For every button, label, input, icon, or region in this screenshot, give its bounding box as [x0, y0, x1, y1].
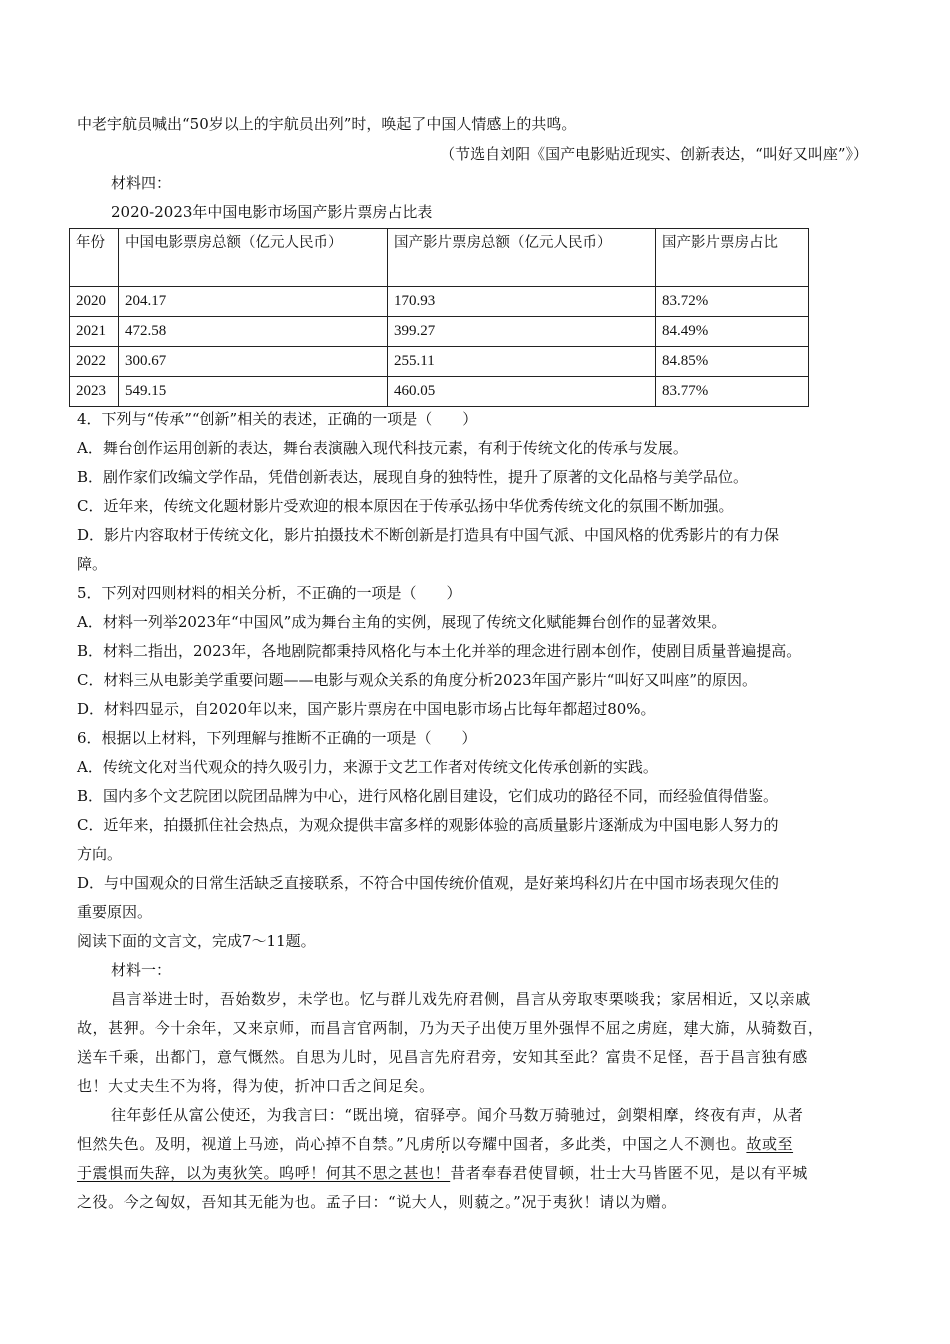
- question-6-option-b: B．国内多个文艺院团以院团品牌为中心，进行风格化剧目建设，它们成功的路径不同，而经验值得借鉴。: [77, 787, 779, 805]
- question-5-option-a: A．材料一列举2023年“中国风”成为舞台主角的实例，展现了传统文化赋能舞台创作的显著效果。: [77, 613, 727, 631]
- cell-domestic: 399.27: [388, 317, 656, 347]
- table-row: [70, 287, 809, 317]
- cell-share: 83.77%: [656, 377, 809, 407]
- passage-line: 之役。今之匈奴，吾知其无能为也。孟子曰：“说大人，则藐之。”况于夷狄！请以为赠。: [77, 1193, 677, 1211]
- passage-line: 故，甚狎。今十余年，又来京师，而昌言官两制，乃为天子出使万里外强悍不屈之虏庭，建大旆，从骑数百，: [77, 1019, 824, 1037]
- emphasis-dot-char: 以: [764, 990, 780, 1008]
- question-4-stem: 4．下列与“传承”“创新”相关的表述，正确的一项是（ ）: [77, 410, 478, 428]
- emphasis-dot-char: 建: [683, 1019, 700, 1037]
- emphasis-dot-char: 所: [435, 1135, 451, 1153]
- header-year: 年份: [70, 229, 119, 287]
- cell-year: 2022: [70, 347, 119, 377]
- table-title: 2020-2023年中国电影市场国产影片票房占比表: [111, 203, 433, 221]
- header-domestic-box-office: 国产影片票房总额（亿元人民币）: [388, 229, 656, 287]
- cell-total: 204.17: [119, 287, 388, 317]
- cell-share: 84.49%: [656, 317, 809, 347]
- material-one-label: 材料一：: [111, 961, 172, 979]
- cell-total: 472.58: [119, 317, 388, 347]
- table-header-row: [70, 229, 809, 287]
- question-5-option-c: C．材料三从电影美学重要问题——电影与观众关系的角度分析2023年国产影片“叫好又叫座”的原因。: [77, 671, 757, 689]
- passage-line: 也！大丈夫生不为将，得为使，折冲口舌之间足矣。: [77, 1077, 435, 1095]
- cell-domestic: 170.93: [388, 287, 656, 317]
- question-4-option-c: C．近年来，传统文化题材影片受欢迎的根本原因在于传承弘扬中华优秀传统文化的氛围不断加强。: [77, 497, 734, 515]
- table-row: [70, 377, 809, 407]
- question-5-option-d: D．材料四显示，自2020年以来，国产影片票房在中国电影市场占比每年都超过80%。: [77, 700, 656, 718]
- underlined-sentence: 于震惧而失辞，以为夷狄笑。呜呼！何其不思之甚也！: [77, 1164, 451, 1182]
- passage-line: 怛然失色。及明，视道上马迹，尚心掉不自禁。”凡虏所以夸耀中国者，多此类，中国之人不测也。故或至: [77, 1135, 794, 1153]
- passage-line: 往年彭任从富公使还，为我言曰：“既出境，宿驿亭。闻介马数万骑驰过，剑槊相摩，终夜有声，从者: [111, 1106, 804, 1124]
- table-row: [70, 347, 809, 377]
- question-6-option-a: A．传统文化对当代观众的持久吸引力，来源于文艺工作者对传统文化传承创新的实践。: [77, 758, 658, 776]
- cell-domestic: 255.11: [388, 347, 656, 377]
- passage-line: 昌言举进士时，吾始数岁，未学也。忆与群儿戏先府君侧，昌言从旁取枣栗啖我；家居相近，又以亲戚: [111, 990, 811, 1008]
- cell-share: 83.72%: [656, 287, 809, 317]
- question-4-option-d: D．影片内容取材于传统文化，影片拍摄技术不断创新是打造具有中国气派、中国风格的优秀影片的有力保: [77, 526, 780, 544]
- cell-domestic: 460.05: [388, 377, 656, 407]
- cell-share: 84.85%: [656, 347, 809, 377]
- question-6-option-d-cont: 重要原因。: [77, 903, 153, 921]
- cell-total: 549.15: [119, 377, 388, 407]
- question-6-stem: 6．根据以上材料，下列理解与推断不正确的一项是（ ）: [77, 729, 477, 747]
- passage-line: 送车千乘，出都门，意气慨然。自思为儿时，见昌言先府君旁，安知其至此？富贵不足怪，吾于昌言独有感: [77, 1048, 808, 1066]
- question-6-option-c-cont: 方向。: [77, 845, 123, 863]
- box-office-table: [69, 228, 809, 407]
- question-4-option-b: B．剧作家们改编文学作品，凭借创新表达，展现自身的独特性，提升了原著的文化品格与美学品位。: [77, 468, 749, 486]
- material-four-label: 材料四：: [111, 174, 172, 192]
- cell-year: 2021: [70, 317, 119, 347]
- table-row: [70, 317, 809, 347]
- question-6-option-c: C．近年来，拍摄抓住社会热点，为观众提供丰富多样的观影体验的高质量影片逐渐成为中国电影人努力的: [77, 816, 779, 834]
- classical-chinese-instructions: 阅读下面的文言文，完成7～11题。: [77, 932, 316, 950]
- question-4-option-d-cont: 障。: [77, 555, 108, 573]
- question-5-stem: 5．下列对四则材料的相关分析，不正确的一项是（ ）: [77, 584, 462, 602]
- passage-line: 于震惧而失辞，以为夷狄笑。呜呼！何其不思之甚也！昔者奉春君使冒顿，壮士大马皆匿不见，是以有平城: [77, 1164, 808, 1182]
- question-6-option-d: D．与中国观众的日常生活缺乏直接联系，不符合中国传统价值观，是好莱坞科幻片在中国市场表现欠佳的: [77, 874, 780, 892]
- cell-year: 2023: [70, 377, 119, 407]
- question-4-option-a: A．舞台创作运用创新的表达，舞台表演融入现代科技元素，有利于传统文化的传承与发展。: [77, 439, 688, 457]
- source-citation: （节选自刘阳《国产电影贴近现实、创新表达，“叫好又叫座”》）: [440, 145, 868, 163]
- question-5-option-b: B．材料二指出，2023年，各地剧院都秉持风格化与本土化并举的理念进行剧本创作，使剧目质量普遍提高。: [77, 642, 802, 660]
- underlined-sentence: 故或至: [746, 1135, 794, 1153]
- cell-total: 300.67: [119, 347, 388, 377]
- header-domestic-share: 国产影片票房占比: [656, 229, 809, 287]
- cell-year: 2020: [70, 287, 119, 317]
- continued-paragraph-line: 中老宇航员喊出“50岁以上的宇航员出列”时，唤起了中国人情感上的共鸣。: [77, 115, 577, 133]
- header-total-box-office: 中国电影票房总额（亿元人民币）: [119, 229, 388, 287]
